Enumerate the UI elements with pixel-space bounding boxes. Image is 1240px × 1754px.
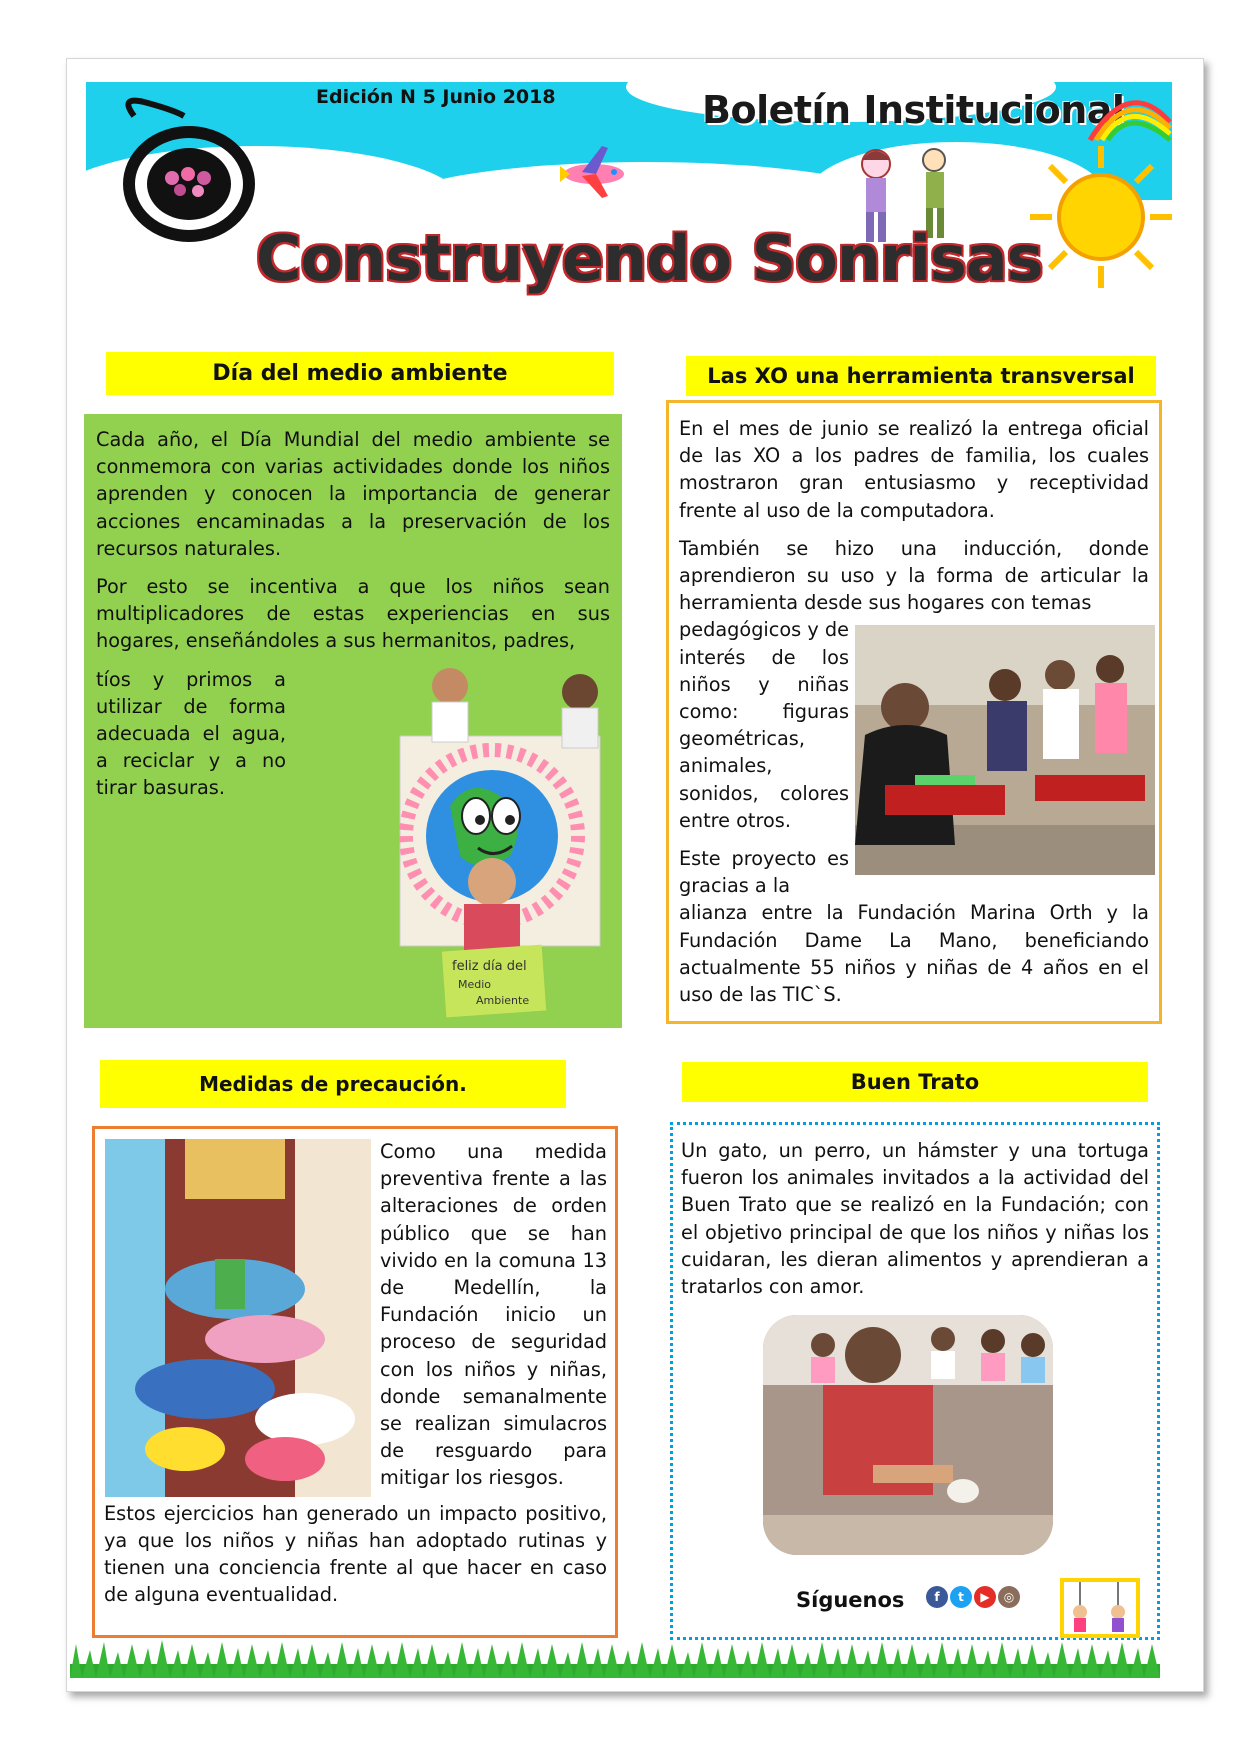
twitter-icon[interactable]: t	[950, 1586, 972, 1608]
xo-workshop-photo	[855, 625, 1155, 875]
instagram-icon[interactable]: ◎	[998, 1586, 1020, 1608]
sign-line-1: feliz día del	[452, 959, 527, 974]
precaution-box	[92, 1126, 618, 1638]
bulletin-label: Boletín Institucional	[702, 88, 1125, 132]
xo-paragraph-3: Este proyecto es gracias a la	[679, 847, 849, 898]
follow-us-label: Síguenos	[796, 1588, 905, 1612]
xo-paragraph-3-cont: alianza entre la Fundación Marina Orth y la Fundación Dame La Mano, beneficiando actualmente 55 niños y niñas de 4 años en el uso de las TIC`S.	[679, 901, 1149, 1007]
good-treatment-paragraph: Un gato, un perro, un hámster y una tortuga fueron los animales invitados a la actividad del Buen Trato que se realizó en la Fundación; con el objetivo principal de que los niños y niñas los cuidaran, les dieran alimentos y aprendieran a tratarlos con amor.	[681, 1139, 1149, 1299]
xo-box	[666, 400, 1162, 1024]
precaution-paragraph-2: Estos ejercicios han generado un impacto positivo, ya que los niños y niñas han adoptado rutinas y tienen una conciencia frente al que hacer en caso de alguna eventualidad.	[104, 1501, 607, 1607]
environment-paragraph-1: Cada año, el Día Mundial del medio ambiente se conmemora con varias actividades donde los niños aprenden y conocen la importancia de generar acciones encaminadas a la preservación de los recursos naturales.	[96, 428, 610, 560]
heading-environment: Día del medio ambiente	[106, 352, 614, 395]
xo-paragraph-2: También se hizo una inducción, donde aprendieron su uso y la forma de articular la herramienta desde sus hogares con temas	[679, 536, 1149, 615]
environment-box	[84, 414, 622, 1028]
sign-line-3: Ambiente	[476, 994, 530, 1007]
foundation-logo-icon	[114, 96, 264, 246]
heading-good-treatment: Buen Trato	[682, 1062, 1148, 1102]
rainbow-icon	[1086, 82, 1172, 142]
precaution-paragraph-1: Como una medida preventiva frente a las alteraciones de orden público que se han vivido en la comuna 13 de Medellín, la Fundación inicio un proceso de seguridad con los niños y niñas, donde semanalmente se realizan simulacros de resguardo para mitigar los riesgos.	[380, 1140, 607, 1490]
xo-paragraph-1: En el mes de junio se realizó la entrega oficial de las XO a los padres de familia, los cuales mostraron gran entusiasmo y receptividad frente al uso de la computadora.	[679, 417, 1149, 522]
pet-activity-photo	[763, 1315, 1053, 1555]
sign-line-2: Medio	[458, 978, 492, 991]
drill-photo	[105, 1139, 371, 1497]
edition-label: Edición N 5 Junio 2018	[316, 86, 556, 108]
youtube-icon[interactable]: ▶	[974, 1586, 996, 1608]
newsletter-title: Construyendo Sonrisas	[256, 222, 1043, 295]
header-banner	[86, 82, 1172, 322]
environment-paragraph-2: Por esto se incentiva a que los niños sean multiplicadores de estas experiencias en sus hogares, enseñándoles a sus hermanitos, padres,	[96, 575, 610, 653]
grass-border-icon	[70, 1638, 1160, 1678]
airplane-drawing-icon	[552, 142, 632, 202]
xo-paragraph-2-cont: pedagógicos y de interés de los niños y niñas como: figuras geométricas, animales, sonidos, colores entre otros.	[679, 618, 850, 832]
good-treatment-box	[670, 1122, 1160, 1640]
environment-paragraph-2-cont: tíos y primos a utilizar de forma adecuada el agua, a reciclar y a no tirar basuras.	[96, 667, 286, 800]
environment-photo	[380, 666, 616, 1024]
heading-precaution: Medidas de precaución.	[100, 1060, 566, 1108]
heading-xo: Las XO una herramienta transversal	[686, 356, 1156, 396]
facebook-icon[interactable]: f	[926, 1586, 948, 1608]
sun-drawing-icon	[1026, 142, 1172, 292]
swing-drawing-icon	[1058, 1576, 1142, 1640]
